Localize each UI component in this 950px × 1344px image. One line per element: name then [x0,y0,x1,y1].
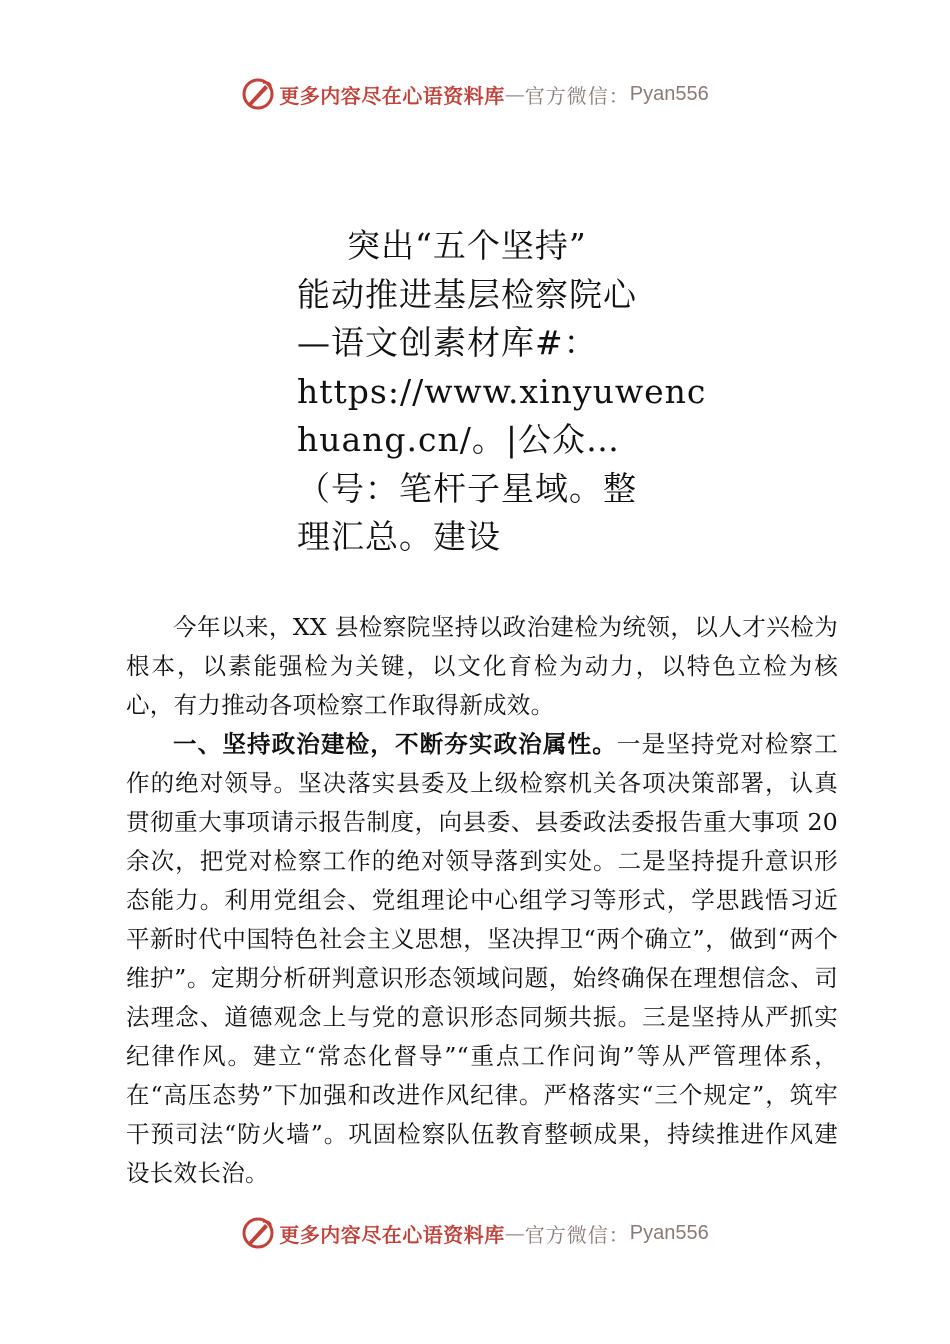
quill-logo-icon [241,77,275,111]
watermark-brand: 更多内容尽在心语资料库 [279,1222,505,1247]
footer-watermark [0,1213,950,1253]
section-1-heading: 一、坚持政治建检，不断夯实政治属性。 [173,730,617,758]
title-line-5: huang.cn/。|公众… [297,420,621,459]
title-line-4: https://www.xinyuwenc [297,371,707,411]
title-line-2: 能动推进基层检察院心 [297,274,637,314]
title-line-6: （号：笔杆子星域。整 [297,468,637,508]
watermark-official: 官方微信： [524,1222,630,1247]
document-body [126,608,838,1193]
document-title [297,222,707,562]
watermark-wechat-id: Pyan556 [629,1221,709,1244]
quill-logo-icon [241,1216,275,1250]
title-line-3: —语文创素材库#： [297,323,598,362]
intro-paragraph: 今年以来，XX 县检察院坚持以政治建检为统领，以人才兴检为根本，以素能强检为关键，以文化育检为动力，以特色立检为核心，有力推动各项检察工作取得新成效。 [126,613,838,719]
title-line-7: 理汇总。建设 [297,517,501,556]
section-1-paragraph [126,725,838,1193]
title-line-1: 突出“五个坚持” [347,226,587,265]
watermark-brand: 更多内容尽在心语资料库 [279,83,505,108]
header-watermark [0,74,950,114]
watermark-official: 官方微信： [524,83,630,108]
section-1-text: 一是坚持党对检察工作的绝对领导。坚决落实县委及上级检察机关各项决策部署，认真贯彻重大事项请示报告制度，向县委、县委政法委报告重大事项 20 余次，把党对检察工作的绝对领导落到实处。二是坚持提升意识形态能力。利用党组会、党组理论中心组学习等形式，学思践悟习近平新时代中国特色社会主义思想，坚决捍卫“两个确立”，做到“两个维护”。定期分析研判意识形态领域问题，始终确保在理想信念、司法理念、道德观念上与党的意识形态同频共振。三是坚持从严抓实纪律作风。建立“常态化督导”“重点工作问询”等从严管理体系，在“高压态势”下加强和改进作风纪律。严格落实“三个规定”，筑牢干预司法“防火墙”。巩固检察队伍教育整顿成果，持续推进作风建设长效长治。 [126,730,838,1187]
watermark-dash: — [504,82,525,106]
watermark-dash: — [504,1221,525,1245]
watermark-wechat-id: Pyan556 [629,82,709,105]
